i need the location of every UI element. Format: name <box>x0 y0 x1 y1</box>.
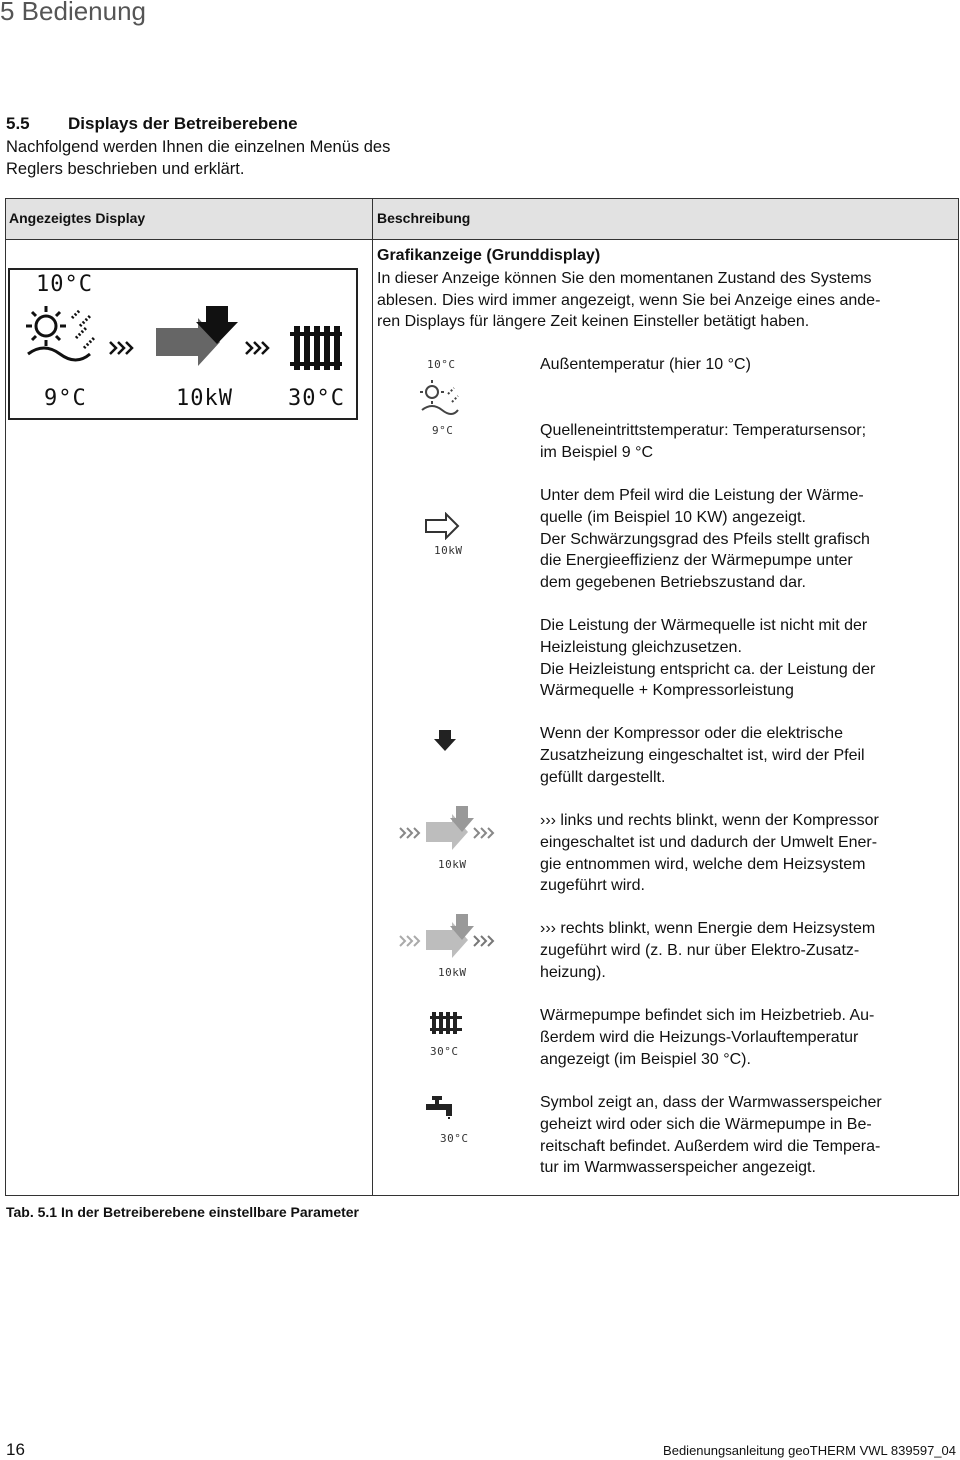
desc-arrow <box>540 485 950 594</box>
desc-outside <box>540 354 950 376</box>
lcd-power: 10kW <box>176 386 233 411</box>
section-intro <box>6 136 466 180</box>
document-reference: Bedienungsanleitung geoTHERM VWL 839597_04 <box>663 1443 956 1458</box>
section-number: 5.5 <box>6 114 30 133</box>
desc-line: angezeigt (im Beispiel 30 °C). <box>540 1050 751 1068</box>
arrows-blink-both-icon <box>398 804 498 860</box>
icon-label-water: 30°C <box>440 1132 469 1145</box>
desc-source <box>540 420 950 464</box>
desc-line: Die Heizleistung entspricht ca. der Leistung der <box>540 660 876 678</box>
table-header <box>5 198 959 240</box>
desc-line: Unter dem Pfeil wird die Leistung der Wärme- <box>540 487 864 504</box>
desc-line: Heizleistung gleichzusetzen. <box>540 638 742 656</box>
desc-line: Außentemperatur (hier 10 °C) <box>540 356 751 373</box>
desc-line: gefüllt dargestellt. <box>540 768 666 786</box>
blink-arrows-left-icon <box>110 342 132 354</box>
desc-blink-both <box>540 810 950 897</box>
desc-compressor <box>540 723 950 788</box>
icon-label-power-2: 10kW <box>438 858 467 871</box>
desc-line: zugeführt wird (z. B. nur über Elektro-Zusatz- <box>540 941 860 959</box>
desc-line: ››› rechts blinkt, wenn Energie dem Heizsystem <box>540 920 876 937</box>
radiator-small-icon <box>430 1010 462 1036</box>
compressor-arrow-down-icon <box>434 730 456 752</box>
desc-line: Wenn der Kompressor oder die elektrische <box>540 725 843 742</box>
desc-heating <box>540 1005 950 1070</box>
cell-intro <box>377 268 955 333</box>
desc-line: Wärmepumpe befindet sich im Heizbetrieb. Au- <box>540 1007 875 1024</box>
radiator-icon <box>290 326 342 370</box>
desc-line: quelle (im Beispiel 10 KW) angezeigt. <box>540 508 806 526</box>
intro-line: Nachfolgend werden Ihnen die einzelnen Menüs des <box>6 138 391 156</box>
icon-label-source: 9°C <box>432 424 454 437</box>
intro-line: Reglers beschrieben und erklärt. <box>6 160 245 178</box>
desc-line: Zusatzheizung eingeschaltet ist, wird der Pfeil <box>540 746 865 764</box>
cell-intro-line: ren Displays für längere Zeit keinen Einsteller betätigt haben. <box>377 313 810 330</box>
desc-line: Wärmequelle + Kompressorleistung <box>540 682 794 700</box>
chapter-heading: 5 Bedienung <box>0 0 147 26</box>
desc-line: die Energieeffizienz der Wärmepumpe unter <box>540 552 853 570</box>
desc-line: gie entnommen wird, welche dem Heizsystem <box>540 855 866 873</box>
desc-line: Die Leistung der Wärmequelle ist nicht mit der <box>540 617 868 634</box>
table-caption: Tab. 5.1 In der Betreiberebene einstellbare Parameter <box>6 1204 360 1220</box>
desc-line: geheizt wird oder sich die Wärmepumpe in Be- <box>540 1115 872 1133</box>
desc-line: eingeschaltet ist und dadurch der Umwelt Ener- <box>540 833 878 851</box>
lcd-flow-temp: 30°C <box>288 386 345 411</box>
arrow-outline-icon <box>424 512 460 540</box>
lcd-outside-temp: 10°C <box>36 272 93 297</box>
cell-intro-line: ablesen. Dies wird immer angezeigt, wenn Sie bei Anzeige eines ande- <box>377 291 881 309</box>
sun-rain-icon <box>26 306 94 360</box>
desc-line: im Beispiel 9 °C <box>540 443 654 461</box>
icon-label-power: 10kW <box>434 544 463 557</box>
icon-label-power-3: 10kW <box>438 966 467 979</box>
lcd-symbols <box>10 270 356 418</box>
desc-line: zugeführt wird. <box>540 877 645 895</box>
desc-line: ››› links und rechts blinkt, wenn der Kompressor <box>540 812 879 829</box>
desc-line: ßerdem wird die Heizungs-Vorlauftemperatur <box>540 1028 859 1046</box>
icon-label-heating: 30°C <box>430 1045 459 1058</box>
cell-intro-line: In dieser Anzeige können Sie den momentanen Zustand des Systems <box>377 270 872 287</box>
desc-line: Symbol zeigt an, dass der Warmwasserspeicher <box>540 1094 882 1111</box>
desc-line: Quelleneintrittstemperatur: Temperatursensor; <box>540 422 867 439</box>
lcd-source-temp: 9°C <box>44 386 87 411</box>
page-number: 16 <box>6 1440 25 1459</box>
arrows-blink-right-icon <box>398 912 498 968</box>
desc-line: heizung). <box>540 963 606 981</box>
desc-arrow-note <box>540 615 950 702</box>
desc-blink-right <box>540 918 950 983</box>
blink-arrows-right-icon <box>246 342 268 354</box>
icon-label-outside: 10°C <box>427 358 456 371</box>
desc-line: tur im Warmwasserspeicher angezeigt. <box>540 1159 816 1177</box>
section-title <box>6 114 298 134</box>
power-arrow-icon <box>156 306 238 366</box>
section-title-text: Displays der Betreiberebene <box>68 114 298 133</box>
column-divider <box>372 198 373 1196</box>
desc-line: Der Schwärzungsgrad des Pfeils stellt grafisch <box>540 530 870 548</box>
cell-title: Grafikanzeige (Grunddisplay) <box>377 247 601 264</box>
col-header-display: Angezeigtes Display <box>9 210 146 226</box>
sun-rain-small-icon <box>418 376 466 420</box>
desc-line: reitschaft befindet. Außerdem wird die Tempera- <box>540 1137 881 1155</box>
desc-water <box>540 1092 950 1179</box>
col-header-description: Beschreibung <box>377 210 471 226</box>
water-tap-icon <box>424 1094 460 1120</box>
desc-line: dem gegebenen Betriebszustand dar. <box>540 574 806 592</box>
